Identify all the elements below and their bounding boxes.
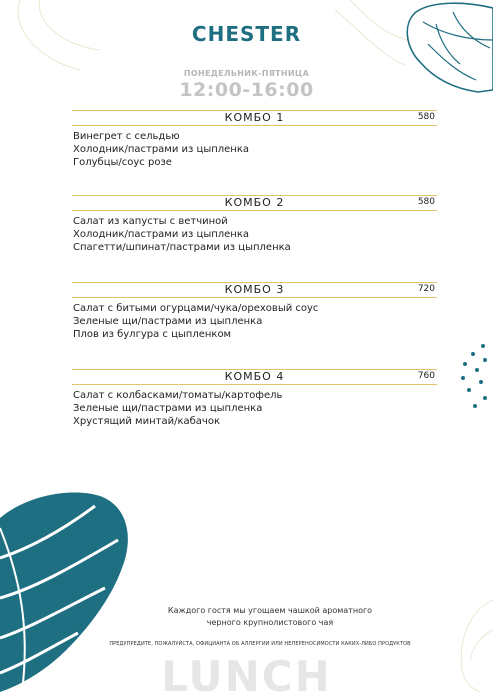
allergy-warning: ПРЕДУПРЕДИТЕ, ПОЖАЛУЙСТА, ОФИЦИАНТА ОБ АЛЛЕРГИИ ИЛИ НЕПЕРЕНОСИМОСТИ КАКИХ-ЛИБО ПРОДУКТОВ (109, 641, 411, 647)
combo-items (73, 302, 437, 341)
menu-item: Спагетти/шпинат/пастрами из цыпленка (73, 242, 291, 253)
menu-item: Голубцы/соус розе (73, 157, 172, 168)
combo-price: 720 (417, 284, 435, 294)
combo-price: 760 (417, 371, 435, 381)
combo-section (72, 195, 437, 254)
combo-header (72, 195, 437, 211)
combo-header (72, 110, 437, 126)
combo-title: КОМБО 1 (224, 111, 285, 124)
menu-item: Салат с колбасками/томаты/картофель (73, 390, 283, 401)
schedule-hours: 12:00-16:00 (179, 79, 314, 101)
combo-title: КОМБО 4 (224, 370, 285, 383)
combo-price: 580 (417, 197, 435, 207)
combo-items (73, 130, 437, 169)
menu-item: Салат с битыми огурцами/чука/ореховый соус (73, 303, 319, 314)
combo-price: 580 (417, 112, 435, 122)
menu-item: Винегрет с сельдью (73, 131, 180, 142)
combo-header (72, 369, 437, 385)
combo-title: КОМБО 3 (224, 283, 285, 296)
tea-note-line: Каждого гостя мы угощаем чашкой ароматного (167, 606, 373, 615)
menu-item: Салат из капусты с ветчиной (73, 216, 228, 227)
menu-item: Зеленые щи/пастрами из цыпленка (73, 316, 263, 327)
combo-section (72, 369, 437, 428)
brand-logo: CHESTER (191, 22, 302, 46)
combo-header (72, 282, 437, 298)
menu-item: Холодник/пастрами из цыпленка (73, 144, 250, 155)
combo-section (72, 282, 437, 341)
combo-section (72, 110, 437, 169)
menu-item: Зеленые щи/пастрами из цыпленка (73, 403, 263, 414)
tea-note (120, 605, 420, 629)
combo-title: КОМБО 2 (224, 196, 285, 209)
lunch-watermark: LUNCH (161, 652, 332, 692)
schedule-days: ПОНЕДЕЛЬНИК-ПЯТНИЦА (183, 69, 310, 78)
menu-item: Холодник/пастрами из цыпленка (73, 229, 250, 240)
menu-item: Плов из булгура с цыпленком (73, 329, 232, 340)
dots-cluster-icon (455, 340, 493, 415)
combo-items (73, 389, 437, 428)
menu-item: Хрустящий минтай/кабачок (73, 416, 220, 427)
tea-note-line: черного крупнолистового чая (206, 618, 334, 627)
combo-items (73, 215, 437, 254)
